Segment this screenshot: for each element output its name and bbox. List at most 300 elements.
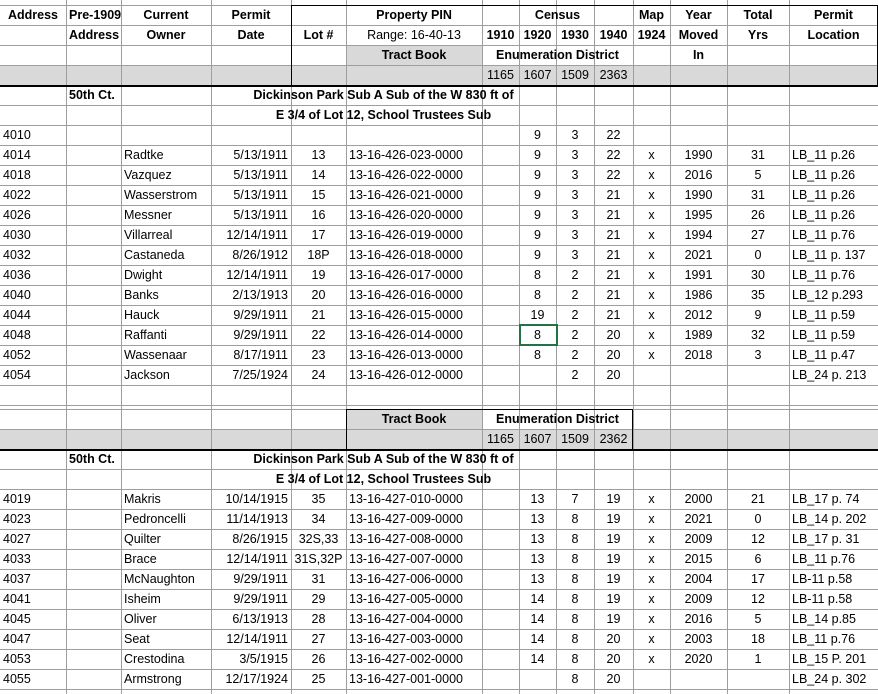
cell-r1-c5[interactable]: Range: 16-40-13 xyxy=(367,28,461,42)
cell-r8-c8[interactable]: 3 xyxy=(571,168,579,182)
cell-r28-c7[interactable]: 13 xyxy=(530,572,545,586)
cell-r7-c5[interactable]: 13-16-426-023-0000 xyxy=(349,148,463,162)
cell-r32-c10[interactable]: x xyxy=(648,652,655,666)
cell-r14-c0[interactable]: 4040 xyxy=(3,288,31,302)
cell-r12-c11[interactable]: 2021 xyxy=(684,248,713,262)
cell-r30-c7[interactable]: 14 xyxy=(530,612,545,626)
cell-r17-c8[interactable]: 2 xyxy=(571,348,579,362)
cell-r26-c0[interactable]: 4027 xyxy=(3,532,31,546)
cell-r15-c7[interactable]: 19 xyxy=(530,308,545,322)
cell-r10-c0[interactable]: 4026 xyxy=(3,208,31,222)
cell-r31-c8[interactable]: 8 xyxy=(571,632,579,646)
cell-r15-c10[interactable]: x xyxy=(648,308,655,322)
cell-r24-c10[interactable]: x xyxy=(648,492,655,506)
cell-r29-c11[interactable]: 2009 xyxy=(684,592,713,606)
cell-r11-c4[interactable]: 17 xyxy=(311,228,326,242)
cell-r16-c7[interactable]: 8 xyxy=(534,328,541,342)
cell-r17-c10[interactable]: x xyxy=(648,348,655,362)
cell-r17-c13[interactable]: LB_11 p.47 xyxy=(792,348,856,362)
cell-r33-c7[interactable] xyxy=(519,669,556,689)
cell-r24-c7[interactable]: 13 xyxy=(530,492,545,506)
cell-r21-c9[interactable]: 2362 xyxy=(599,432,628,446)
cell-r9-c0[interactable]: 4022 xyxy=(3,188,31,202)
cell-r13-c11[interactable]: 1991 xyxy=(684,268,713,282)
cell-r26-c13[interactable]: LB_17 p. 31 xyxy=(792,532,860,546)
cell-r0-c1[interactable]: Pre-1909 xyxy=(69,8,121,22)
cell-r18-c9[interactable]: 20 xyxy=(606,368,621,382)
cell-r11-c3[interactable]: 12/14/1911 xyxy=(226,228,288,242)
cell-r14-c2[interactable]: Banks xyxy=(124,288,159,302)
cell-r26-c11[interactable]: 2009 xyxy=(684,532,713,546)
cell-r9-c12[interactable]: 31 xyxy=(751,188,765,202)
cell-r24-c0[interactable]: 4019 xyxy=(3,492,31,506)
cell-r24-c2[interactable]: Makris xyxy=(124,492,161,506)
cell-r17-c7[interactable]: 8 xyxy=(534,348,541,362)
cell-r33-c3[interactable]: 12/17/1924 xyxy=(225,672,288,686)
cell-r24-c8[interactable]: 7 xyxy=(571,492,579,506)
cell-r24-c9[interactable]: 19 xyxy=(606,492,621,506)
cell-r2-c6[interactable]: Enumeration District xyxy=(496,48,619,62)
cell-r30-c10[interactable]: x xyxy=(648,612,655,626)
cell-r10-c4[interactable]: 16 xyxy=(311,208,326,222)
cell-r29-c9[interactable]: 19 xyxy=(606,592,621,606)
cell-r3-c8[interactable]: 1509 xyxy=(561,68,589,82)
cell-r31-c3[interactable]: 12/14/1911 xyxy=(226,632,288,646)
cell-r27-c10[interactable]: x xyxy=(648,552,655,566)
cell-r7-c7[interactable]: 9 xyxy=(534,148,541,162)
cell-r14-c7[interactable]: 8 xyxy=(534,288,541,302)
cell-r24-c11[interactable]: 2000 xyxy=(684,492,713,506)
cell-r1-c4[interactable]: Lot # xyxy=(303,28,334,42)
cell-r27-c3[interactable]: 12/14/1911 xyxy=(226,552,288,566)
cell-r33-c2[interactable]: Armstrong xyxy=(124,672,182,686)
cell-r31-c5[interactable]: 13-16-427-003-0000 xyxy=(349,632,463,646)
cell-r31-c12[interactable]: 18 xyxy=(751,632,765,646)
cell-r14-c5[interactable]: 13-16-426-016-0000 xyxy=(349,288,463,302)
cell-r9-c7[interactable]: 9 xyxy=(534,188,541,202)
cell-r30-c13[interactable]: LB_14 p.85 xyxy=(792,612,856,626)
cell-r11-c9[interactable]: 21 xyxy=(606,228,621,242)
cell-r14-c13[interactable]: LB_12 p.293 xyxy=(792,288,863,302)
cell-r10-c10[interactable]: x xyxy=(648,208,655,222)
cell-r31-c2[interactable]: Seat xyxy=(124,632,150,646)
cell-r33-c10[interactable] xyxy=(633,669,670,689)
cell-r11-c13[interactable]: LB_11 p.76 xyxy=(792,228,856,242)
cell-r18-c8[interactable]: 2 xyxy=(571,368,579,382)
cell-r14-c11[interactable]: 1986 xyxy=(684,288,713,302)
cell-r25-c0[interactable]: 4023 xyxy=(3,512,31,526)
cell-r15-c0[interactable]: 4044 xyxy=(3,308,31,322)
cell-r26-c2[interactable]: Quilter xyxy=(124,532,161,546)
cell-r17-c3[interactable]: 8/17/1911 xyxy=(233,348,288,362)
cell-r14-c3[interactable]: 2/13/1913 xyxy=(232,288,288,302)
cell-r26-c5[interactable]: 13-16-427-008-0000 xyxy=(349,532,463,546)
cell-r0-c5[interactable]: Property PIN xyxy=(376,8,452,22)
cell-r22-c3[interactable]: Dickinson Park Sub A Sub of the W 830 ft of xyxy=(253,452,514,466)
cell-r14-c8[interactable]: 2 xyxy=(571,288,579,302)
cell-r12-c13[interactable]: LB_11 p. 137 xyxy=(792,248,866,262)
cell-r16-c10[interactable]: x xyxy=(648,328,655,342)
cell-r1-c9[interactable]: 1940 xyxy=(599,28,628,42)
cell-r9-c4[interactable]: 15 xyxy=(311,188,326,202)
cell-r5-c3[interactable]: E 3/4 of Lot 12, School Trustees Sub xyxy=(275,108,492,122)
cell-r17-c4[interactable]: 23 xyxy=(311,348,326,362)
cell-r8-c0[interactable]: 4018 xyxy=(3,168,31,182)
cell-r24-c4[interactable]: 35 xyxy=(311,492,326,506)
cell-r12-c5[interactable]: 13-16-426-018-0000 xyxy=(349,248,463,262)
cell-r32-c5[interactable]: 13-16-427-002-0000 xyxy=(349,652,463,666)
cell-r28-c13[interactable]: LB-11 p.58 xyxy=(792,572,853,586)
cell-r11-c10[interactable]: x xyxy=(648,228,655,242)
cell-r6-c0[interactable]: 4010 xyxy=(3,128,31,142)
cell-r27-c4[interactable]: 31S,32P xyxy=(294,552,343,566)
cell-r27-c9[interactable]: 19 xyxy=(606,552,621,566)
cell-r11-c2[interactable]: Villarreal xyxy=(124,228,173,242)
cell-r26-c7[interactable]: 13 xyxy=(530,532,545,546)
cell-r25-c8[interactable]: 8 xyxy=(571,512,579,526)
cell-r15-c12[interactable]: 9 xyxy=(754,308,762,322)
cell-r24-c13[interactable]: LB_17 p. 74 xyxy=(792,492,860,506)
cell-r27-c2[interactable]: Brace xyxy=(124,552,157,566)
cell-r20-c5[interactable]: Tract Book xyxy=(381,412,447,426)
cell-r0-c0[interactable]: Address xyxy=(7,8,59,22)
cell-r14-c12[interactable]: 35 xyxy=(751,288,765,302)
cell-r8-c9[interactable]: 22 xyxy=(606,168,621,182)
cell-r32-c13[interactable]: LB_15 P. 201 xyxy=(792,652,867,666)
cell-r27-c0[interactable]: 4033 xyxy=(3,552,31,566)
cell-r28-c0[interactable]: 4037 xyxy=(3,572,31,586)
cell-r30-c12[interactable]: 5 xyxy=(754,612,762,626)
cell-r0-c3[interactable]: Permit xyxy=(231,8,271,22)
cell-r15-c13[interactable]: LB_11 p.59 xyxy=(792,308,856,322)
cell-r33-c5[interactable]: 13-16-427-001-0000 xyxy=(349,672,463,686)
cell-r15-c5[interactable]: 13-16-426-015-0000 xyxy=(349,308,463,322)
cell-r18-c5[interactable]: 13-16-426-012-0000 xyxy=(349,368,463,382)
cell-r31-c0[interactable]: 4047 xyxy=(3,632,31,646)
cell-r29-c4[interactable]: 29 xyxy=(311,592,326,606)
cell-r16-c0[interactable]: 4048 xyxy=(3,328,31,342)
cell-r29-c10[interactable]: x xyxy=(648,592,655,606)
cell-r9-c5[interactable]: 13-16-426-021-0000 xyxy=(349,188,463,202)
cell-r31-c9[interactable]: 20 xyxy=(606,632,621,646)
cell-r10-c7[interactable]: 9 xyxy=(534,208,541,222)
cell-r0-c13[interactable]: Permit xyxy=(814,8,853,22)
cell-r17-c9[interactable]: 20 xyxy=(606,348,621,362)
cell-r8-c13[interactable]: LB_11 p.26 xyxy=(792,168,856,182)
cell-r10-c2[interactable]: Messner xyxy=(124,208,172,222)
cell-r2-c11[interactable]: In xyxy=(692,48,705,62)
cell-r9-c8[interactable]: 3 xyxy=(571,188,579,202)
cell-r32-c12[interactable]: 1 xyxy=(754,652,762,666)
cell-r12-c7[interactable]: 9 xyxy=(534,248,541,262)
cell-r8-c4[interactable]: 14 xyxy=(311,168,326,182)
cell-r16-c5[interactable]: 13-16-426-014-0000 xyxy=(349,328,463,342)
cell-r30-c5[interactable]: 13-16-427-004-0000 xyxy=(349,612,463,626)
cell-r8-c11[interactable]: 2016 xyxy=(684,168,713,182)
cell-r13-c3[interactable]: 12/14/1911 xyxy=(226,268,288,282)
cell-r9-c2[interactable]: Wasserstrom xyxy=(124,188,198,202)
cell-r6-c11[interactable] xyxy=(670,125,727,145)
cell-r21-c7[interactable]: 1607 xyxy=(523,432,552,446)
cell-r14-c4[interactable]: 20 xyxy=(311,288,326,302)
cell-r7-c12[interactable]: 31 xyxy=(751,148,765,162)
cell-r28-c8[interactable]: 8 xyxy=(571,572,579,586)
cell-r7-c3[interactable]: 5/13/1911 xyxy=(233,148,288,162)
cell-r11-c7[interactable]: 9 xyxy=(534,228,541,242)
cell-r16-c13[interactable]: LB_11 p.59 xyxy=(792,328,856,342)
cell-r31-c4[interactable]: 27 xyxy=(311,632,326,646)
cell-r26-c12[interactable]: 12 xyxy=(751,532,765,546)
cell-r17-c2[interactable]: Wassenaar xyxy=(124,348,187,362)
cell-r21-c6[interactable]: 1165 xyxy=(487,432,514,446)
cell-r12-c12[interactable]: 0 xyxy=(754,248,762,262)
cell-r0-c11[interactable]: Year xyxy=(685,8,712,22)
cell-r1-c3[interactable]: Date xyxy=(237,28,265,42)
cell-r13-c0[interactable]: 4036 xyxy=(3,268,31,282)
cell-r18-c4[interactable]: 24 xyxy=(311,368,326,382)
cell-r28-c12[interactable]: 17 xyxy=(751,572,765,586)
cell-r0-c4[interactable] xyxy=(291,5,346,25)
cell-r24-c3[interactable]: 10/14/1915 xyxy=(225,492,288,506)
cell-r32-c2[interactable]: Crestodina xyxy=(124,652,185,666)
cell-r7-c13[interactable]: LB_11 p.26 xyxy=(792,148,856,162)
cell-r27-c11[interactable]: 2015 xyxy=(684,552,713,566)
cell-r2-c5[interactable]: Tract Book xyxy=(381,48,447,62)
cell-r11-c8[interactable]: 3 xyxy=(571,228,579,242)
cell-r7-c8[interactable]: 3 xyxy=(571,148,579,162)
cell-r3-c6[interactable]: 1165 xyxy=(487,68,514,82)
cell-r25-c2[interactable]: Pedroncelli xyxy=(124,512,186,526)
cell-r28-c9[interactable]: 19 xyxy=(606,572,621,586)
cell-r18-c11[interactable] xyxy=(670,365,727,385)
cell-r13-c12[interactable]: 30 xyxy=(751,268,765,282)
cell-r30-c4[interactable]: 28 xyxy=(311,612,326,626)
cell-r15-c3[interactable]: 9/29/1911 xyxy=(233,308,288,322)
cell-r25-c9[interactable]: 19 xyxy=(606,512,621,526)
cell-r8-c3[interactable]: 5/13/1911 xyxy=(233,168,288,182)
cell-r13-c2[interactable]: Dwight xyxy=(124,268,163,282)
cell-r24-c12[interactable]: 21 xyxy=(751,492,765,506)
cell-r8-c7[interactable]: 9 xyxy=(534,168,541,182)
cell-r13-c9[interactable]: 21 xyxy=(606,268,621,282)
cell-r13-c5[interactable]: 13-16-426-017-0000 xyxy=(349,268,463,282)
cell-r21-c8[interactable]: 1509 xyxy=(561,432,589,446)
cell-r7-c2[interactable]: Radtke xyxy=(124,148,164,162)
cell-r3-c7[interactable]: 1607 xyxy=(523,68,552,82)
cell-r16-c11[interactable]: 1989 xyxy=(684,328,713,342)
cell-r18-c2[interactable]: Jackson xyxy=(124,368,170,382)
cell-r25-c11[interactable]: 2021 xyxy=(684,512,713,526)
cell-r32-c7[interactable]: 14 xyxy=(530,652,545,666)
cell-r11-c0[interactable]: 4030 xyxy=(3,228,31,242)
cell-r1-c2[interactable]: Owner xyxy=(146,28,186,42)
cell-r29-c12[interactable]: 12 xyxy=(751,592,765,606)
cell-r27-c8[interactable]: 8 xyxy=(571,552,579,566)
cell-r1-c13[interactable]: Location xyxy=(807,28,860,42)
cell-r7-c4[interactable]: 13 xyxy=(311,148,326,162)
cell-r10-c8[interactable]: 3 xyxy=(571,208,579,222)
cell-r31-c7[interactable]: 14 xyxy=(530,632,545,646)
cell-r10-c13[interactable]: LB_11 p.26 xyxy=(792,208,856,222)
cell-r18-c10[interactable] xyxy=(633,365,670,385)
cell-r33-c8[interactable]: 8 xyxy=(571,672,579,686)
cell-r29-c3[interactable]: 9/29/1911 xyxy=(233,592,288,606)
cell-r1-c0[interactable] xyxy=(0,25,66,45)
cell-r7-c0[interactable]: 4014 xyxy=(3,148,31,162)
cell-r27-c13[interactable]: LB_11 p.76 xyxy=(792,552,856,566)
cell-r1-c11[interactable]: Moved xyxy=(678,28,719,42)
cell-r29-c5[interactable]: 13-16-427-005-0000 xyxy=(349,592,463,606)
cell-r9-c3[interactable]: 5/13/1911 xyxy=(233,188,288,202)
cell-r16-c3[interactable]: 9/29/1911 xyxy=(233,328,288,342)
cell-r1-c10[interactable]: 1924 xyxy=(637,28,666,42)
cell-r29-c7[interactable]: 14 xyxy=(530,592,545,606)
cell-r12-c8[interactable]: 3 xyxy=(571,248,579,262)
cell-r12-c0[interactable]: 4032 xyxy=(3,248,31,262)
cell-r33-c9[interactable]: 20 xyxy=(606,672,621,686)
cell-r0-c12[interactable]: Total xyxy=(743,8,773,22)
cell-r18-c0[interactable]: 4054 xyxy=(3,368,31,382)
cell-r18-c13[interactable]: LB_24 p. 213 xyxy=(792,368,867,382)
cell-r26-c3[interactable]: 8/26/1915 xyxy=(232,532,288,546)
cell-r27-c5[interactable]: 13-16-427-007-0000 xyxy=(349,552,463,566)
cell-r31-c11[interactable]: 2003 xyxy=(684,632,713,646)
cell-r16-c9[interactable]: 20 xyxy=(606,328,621,342)
cell-r15-c4[interactable]: 21 xyxy=(311,308,326,322)
cell-r13-c10[interactable]: x xyxy=(648,268,655,282)
cell-r12-c3[interactable]: 8/26/1912 xyxy=(232,248,288,262)
cell-r13-c7[interactable]: 8 xyxy=(534,268,541,282)
cell-r20-c6[interactable]: Enumeration District xyxy=(496,412,619,426)
cell-r30-c3[interactable]: 6/13/1913 xyxy=(232,612,288,626)
cell-r17-c5[interactable]: 13-16-426-013-0000 xyxy=(349,348,463,362)
cell-r18-c3[interactable]: 7/25/1924 xyxy=(232,368,288,382)
cell-r32-c11[interactable]: 2020 xyxy=(684,652,713,666)
cell-r10-c11[interactable]: 1995 xyxy=(684,208,713,222)
cell-r26-c10[interactable]: x xyxy=(648,532,655,546)
cell-r9-c10[interactable]: x xyxy=(648,188,655,202)
cell-r18-c7[interactable] xyxy=(519,365,556,385)
cell-r26-c9[interactable]: 19 xyxy=(606,532,621,546)
cell-r32-c8[interactable]: 8 xyxy=(571,652,579,666)
cell-r10-c5[interactable]: 13-16-426-020-0000 xyxy=(349,208,463,222)
cell-r17-c0[interactable]: 4052 xyxy=(3,348,31,362)
cell-r23-c3[interactable]: E 3/4 of Lot 12, School Trustees Sub xyxy=(275,472,492,486)
cell-r26-c8[interactable]: 8 xyxy=(571,532,579,546)
cell-r30-c11[interactable]: 2016 xyxy=(684,612,713,626)
cell-r29-c8[interactable]: 8 xyxy=(571,592,579,606)
cell-r3-c9[interactable]: 2363 xyxy=(599,68,628,82)
cell-r28-c10[interactable]: x xyxy=(648,572,655,586)
cell-r15-c11[interactable]: 2012 xyxy=(684,308,713,322)
cell-r18-c12[interactable] xyxy=(727,365,789,385)
cell-r29-c2[interactable]: Isheim xyxy=(124,592,161,606)
cell-r6-c12[interactable] xyxy=(727,125,789,145)
cell-r30-c0[interactable]: 4045 xyxy=(3,612,31,626)
cell-r32-c4[interactable]: 26 xyxy=(311,652,326,666)
cell-r28-c5[interactable]: 13-16-427-006-0000 xyxy=(349,572,463,586)
cell-r15-c9[interactable]: 21 xyxy=(606,308,621,322)
cell-r32-c9[interactable]: 20 xyxy=(606,652,621,666)
cell-r6-c8[interactable]: 3 xyxy=(571,128,579,142)
cell-r29-c0[interactable]: 4041 xyxy=(3,592,31,606)
cell-r33-c0[interactable]: 4055 xyxy=(3,672,31,686)
cell-r8-c12[interactable]: 5 xyxy=(754,168,762,182)
cell-r25-c3[interactable]: 11/14/1913 xyxy=(226,512,288,526)
cell-r33-c11[interactable] xyxy=(670,669,727,689)
cell-r6-c13[interactable] xyxy=(789,125,878,145)
cell-r12-c4[interactable]: 18P xyxy=(307,248,330,262)
cell-r15-c8[interactable]: 2 xyxy=(571,308,579,322)
cell-r13-c4[interactable]: 19 xyxy=(311,268,326,282)
cell-r8-c2[interactable]: Vazquez xyxy=(124,168,172,182)
cell-r28-c3[interactable]: 9/29/1911 xyxy=(233,572,288,586)
cell-r29-c13[interactable]: LB-11 p.58 xyxy=(792,592,853,606)
cell-r7-c11[interactable]: 1990 xyxy=(684,148,713,162)
cell-r22-c1[interactable]: 50th Ct. xyxy=(69,452,115,466)
cell-r31-c13[interactable]: LB_11 p.76 xyxy=(792,632,856,646)
cell-r6-c5[interactable] xyxy=(346,125,482,145)
cell-r0-c2[interactable]: Current xyxy=(143,8,189,22)
cell-r30-c8[interactable]: 8 xyxy=(571,612,579,626)
cell-r31-c10[interactable]: x xyxy=(648,632,655,646)
cell-r6-c9[interactable]: 22 xyxy=(606,128,621,142)
cell-r24-c5[interactable]: 13-16-427-010-0000 xyxy=(349,492,463,506)
cell-r14-c9[interactable]: 21 xyxy=(606,288,621,302)
cell-r33-c12[interactable] xyxy=(727,669,789,689)
cell-r4-c1[interactable]: 50th Ct. xyxy=(69,88,115,102)
cell-r12-c10[interactable]: x xyxy=(648,248,655,262)
cell-r25-c13[interactable]: LB_14 p. 202 xyxy=(792,512,867,526)
cell-r10-c9[interactable]: 21 xyxy=(606,208,621,222)
cell-r12-c2[interactable]: Castaneda xyxy=(124,248,185,262)
cell-r7-c10[interactable]: x xyxy=(648,148,655,162)
cell-r6-c7[interactable]: 9 xyxy=(534,128,541,142)
cell-r33-c13[interactable]: LB_24 p. 302 xyxy=(792,672,867,686)
cell-r7-c9[interactable]: 22 xyxy=(606,148,621,162)
cell-r33-c4[interactable]: 25 xyxy=(311,672,326,686)
cell-r28-c11[interactable]: 2004 xyxy=(684,572,713,586)
cell-r6-c10[interactable] xyxy=(633,125,670,145)
cell-r1-c7[interactable]: 1920 xyxy=(523,28,552,42)
cell-r8-c5[interactable]: 13-16-426-022-0000 xyxy=(349,168,463,182)
cell-r11-c11[interactable]: 1994 xyxy=(684,228,713,242)
cell-r14-c10[interactable]: x xyxy=(648,288,655,302)
cell-r16-c12[interactable]: 32 xyxy=(751,328,765,342)
cell-r1-c6[interactable]: 1910 xyxy=(486,28,515,42)
cell-r17-c11[interactable]: 2018 xyxy=(684,348,713,362)
cell-r27-c7[interactable]: 13 xyxy=(530,552,545,566)
cell-r16-c8[interactable]: 2 xyxy=(571,328,579,342)
cell-r25-c7[interactable]: 13 xyxy=(530,512,545,526)
cell-r25-c12[interactable]: 0 xyxy=(754,512,762,526)
cell-r16-c2[interactable]: Raffanti xyxy=(124,328,167,342)
cell-r1-c8[interactable]: 1930 xyxy=(561,28,589,42)
cell-r10-c12[interactable]: 26 xyxy=(751,208,765,222)
cell-r9-c11[interactable]: 1990 xyxy=(684,188,713,202)
cell-r26-c4[interactable]: 32S,33 xyxy=(298,532,339,546)
cell-r4-c3[interactable]: Dickinson Park Sub A Sub of the W 830 ft of xyxy=(253,88,514,102)
cell-r6-c4[interactable] xyxy=(291,125,346,145)
cell-r28-c4[interactable]: 31 xyxy=(311,572,326,586)
cell-r9-c9[interactable]: 21 xyxy=(606,188,621,202)
cell-r28-c2[interactable]: McNaughton xyxy=(124,572,195,586)
cell-r11-c12[interactable]: 27 xyxy=(751,228,765,242)
cell-r32-c0[interactable]: 4053 xyxy=(3,652,31,666)
cell-r1-c12[interactable]: Yrs xyxy=(747,28,769,42)
cell-r16-c4[interactable]: 22 xyxy=(311,328,326,342)
cell-r6-c3[interactable] xyxy=(211,125,291,145)
